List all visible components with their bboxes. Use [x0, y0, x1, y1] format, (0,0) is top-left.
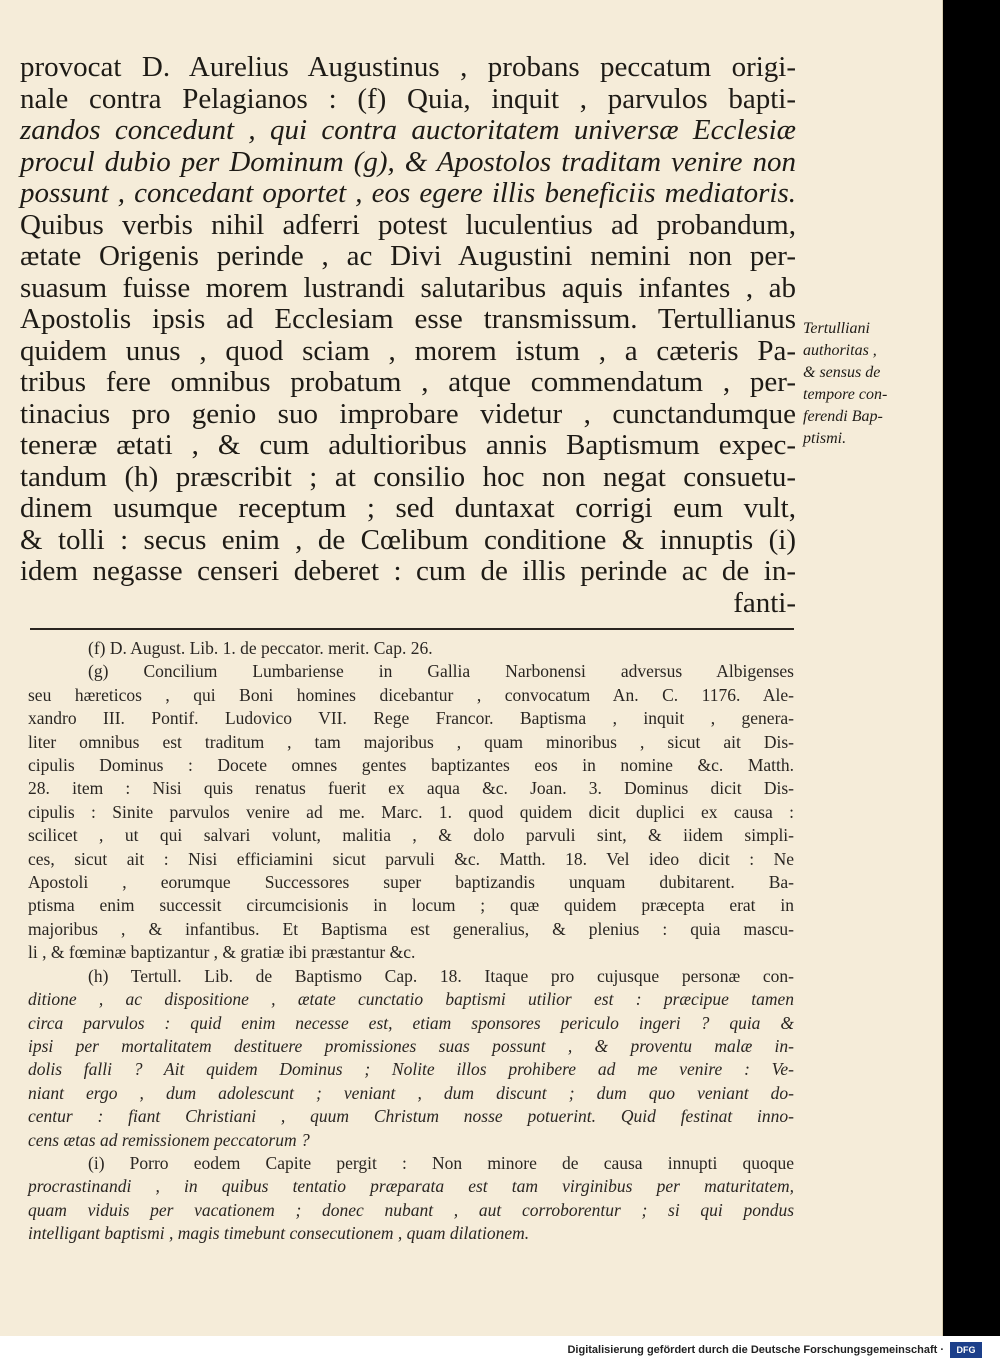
marginal-note-line: ferendi Bap-: [803, 408, 883, 425]
main-text-line: suasum fuisse morem lustrandi salutaribus aquis infantes , ab: [20, 271, 796, 304]
main-text-line: ætate Origenis perinde , ac Divi Augustini nemini non per-: [20, 240, 796, 272]
footnote-line: seu hæreticos , qui Boni homines dicebantur , convocatum An. C. 1176. Ale-: [28, 684, 794, 705]
main-text-line: idem negasse censeri deberet : cum de illis perinde ac de in-: [20, 555, 796, 587]
footnote-line: (f) D. August. Lib. 1. de peccator. merit. Cap. 26.: [88, 638, 433, 658]
footnote-line: ces, sicut ait : Nisi efficiamini sicut parvuli &c. Matth. 18. Vel ideo dicit : Ne: [28, 848, 794, 869]
footnote-line: xandro III. Pontif. Ludovico VII. Rege Francor. Baptisma , inquit , genera-: [28, 708, 794, 729]
main-text-line: possunt , concedant oportet , eos egere illis beneficiis mediatoris.: [20, 177, 796, 209]
marginal-note-line: authoritas ,: [803, 342, 877, 359]
footnote-line: procrastinandi , in quibus tentatio præparata est tam virginibus per maturitatem,: [28, 1176, 794, 1197]
main-text-line: provocat D. Aurelius Augustinus , probans peccatum origi-: [20, 51, 796, 83]
marginal-note: [803, 318, 939, 450]
marginal-note-line: ptismi.: [803, 430, 847, 447]
main-text-line: tandum (h) præscribit ; at consilio hoc non negat consuetu-: [20, 460, 796, 493]
footnote-line: intelligant baptismi , magis timebunt consecutionem , quam dilationem.: [28, 1223, 530, 1244]
footnote-line: quam viduis per vacationem ; donec nubant , aut corroborentur ; si qui pondus: [28, 1199, 794, 1220]
footnote-line: niant ergo , dum adolescunt ; veniant , dum discunt ; dum quo veniant do-: [28, 1082, 794, 1103]
main-text-line: & tolli : secus enim , de Cœlibum conditione & innuptis (i): [20, 523, 796, 556]
footnote-line: circa parvulos : quid enim necesse est, etiam sponsores periculo ingeri ? quia &: [28, 1012, 794, 1033]
footnote-line: (g) Concilium Lumbariense in Gallia Narbonensi adversus Albigenses: [88, 661, 794, 682]
main-text-line: dinem usumque receptum ; sed duntaxat corrigi eum vult,: [20, 492, 796, 524]
main-text-line: tribus fere omnibus probatum , atque commendatum , per-: [20, 366, 796, 398]
footnote-line: centur : fiant Christiani , quum Christum nosse potuerint. Quid festinat inno-: [28, 1106, 794, 1127]
footnote-line: (i) Porro eodem Capite pergit : Non minore de causa innupti quoque: [88, 1152, 794, 1173]
main-text-line: zandos concedunt , qui contra auctoritatem universæ Ecclesiæ: [20, 114, 796, 146]
main-text-line: Apostolis ipsis ad Ecclesiam esse transmissum. Tertullianus: [20, 303, 796, 335]
footnote-line: dolis falli ? Ait quidem Dominus ; Nolite illos prohibere ad me venire : Ve-: [28, 1059, 794, 1080]
footnote-line: ditione , ac dispositione , ætate cunctatio baptismi utilior est : præcipue tamen: [28, 989, 794, 1010]
footnote-line: liter omnibus est traditum , tam majoribus , quam minoribus , sicut ait Dis-: [28, 731, 794, 752]
footnote-line: scilicet , ut qui salvari volunt, malitia , & dolo parvuli sint, & iidem simpli-: [28, 825, 794, 846]
main-text-line: tinacius pro genio suo improbare videtur , cunctandumque: [20, 397, 796, 430]
footnote-line: cens ætas ad remissionem peccatorum ?: [28, 1129, 310, 1150]
footnote-line: majoribus , & infantibus. Et Baptisma est generalius, & plenius : quia mascu-: [28, 918, 794, 939]
footnote-line: li , & fœminæ baptizantur , & gratiæ ibi præstantur &c.: [28, 942, 416, 963]
footnote-line: ptisma enim successit circumcisionis in locum ; quæ quidem præcepta erat in: [28, 895, 794, 916]
main-text-line: nale contra Pelagianos : (f) Quia, inquit , parvulos bapti-: [20, 82, 796, 115]
main-text-line: procul dubio per Dominum (g), & Apostolos traditam venire non: [20, 145, 796, 178]
main-text-line: fanti-: [733, 586, 796, 619]
footnote-line: Apostoli , eorumque Successores super baptizandis unquam dubitarent. Ba-: [28, 872, 794, 893]
footnotes: [28, 637, 794, 1246]
footnote-line: 28. item : Nisi quis renatus fuerit ex aqua &c. Joan. 3. Dominus dicit Dis-: [28, 778, 794, 799]
main-text-line: Quibus verbis nihil adferri potest luculentius ad probandum,: [20, 208, 796, 241]
footnote-line: (h) Tertull. Lib. de Baptismo Cap. 18. Itaque pro cujusque personæ con-: [88, 965, 794, 986]
dfg-logo: DFG: [950, 1342, 982, 1358]
marginal-note-line: tempore con-: [803, 386, 888, 403]
main-text-line: quidem unus , quod sciam , morem istum , a cæteris Pa-: [20, 334, 796, 367]
footnote-separator-rule: [30, 628, 794, 630]
footnote-line: cipulis : Sinite parvulos venire ad me. Marc. 1. quod quidem dicit duplici ex causa :: [28, 801, 794, 822]
footnote-line: ipsi per mortalitatem destituere promissiones suas possunt , & proventu malæ in-: [28, 1035, 794, 1056]
footnote-line: cipulis Dominus : Docete omnes gentes baptizantes eos in nomine &c. Matth.: [28, 755, 794, 776]
marginal-note-line: Tertulliani: [803, 320, 870, 337]
main-text-line: teneræ ætati , & cum adultioribus annis Baptismum expec-: [20, 429, 796, 461]
main-body-text: [20, 52, 796, 619]
marginal-note-line: & sensus de: [803, 364, 881, 381]
digitization-footer: [0, 1336, 1000, 1364]
footer-credit: Digitalisierung gefördert durch die Deutsche Forschungsgemeinschaft ·: [567, 1344, 944, 1356]
